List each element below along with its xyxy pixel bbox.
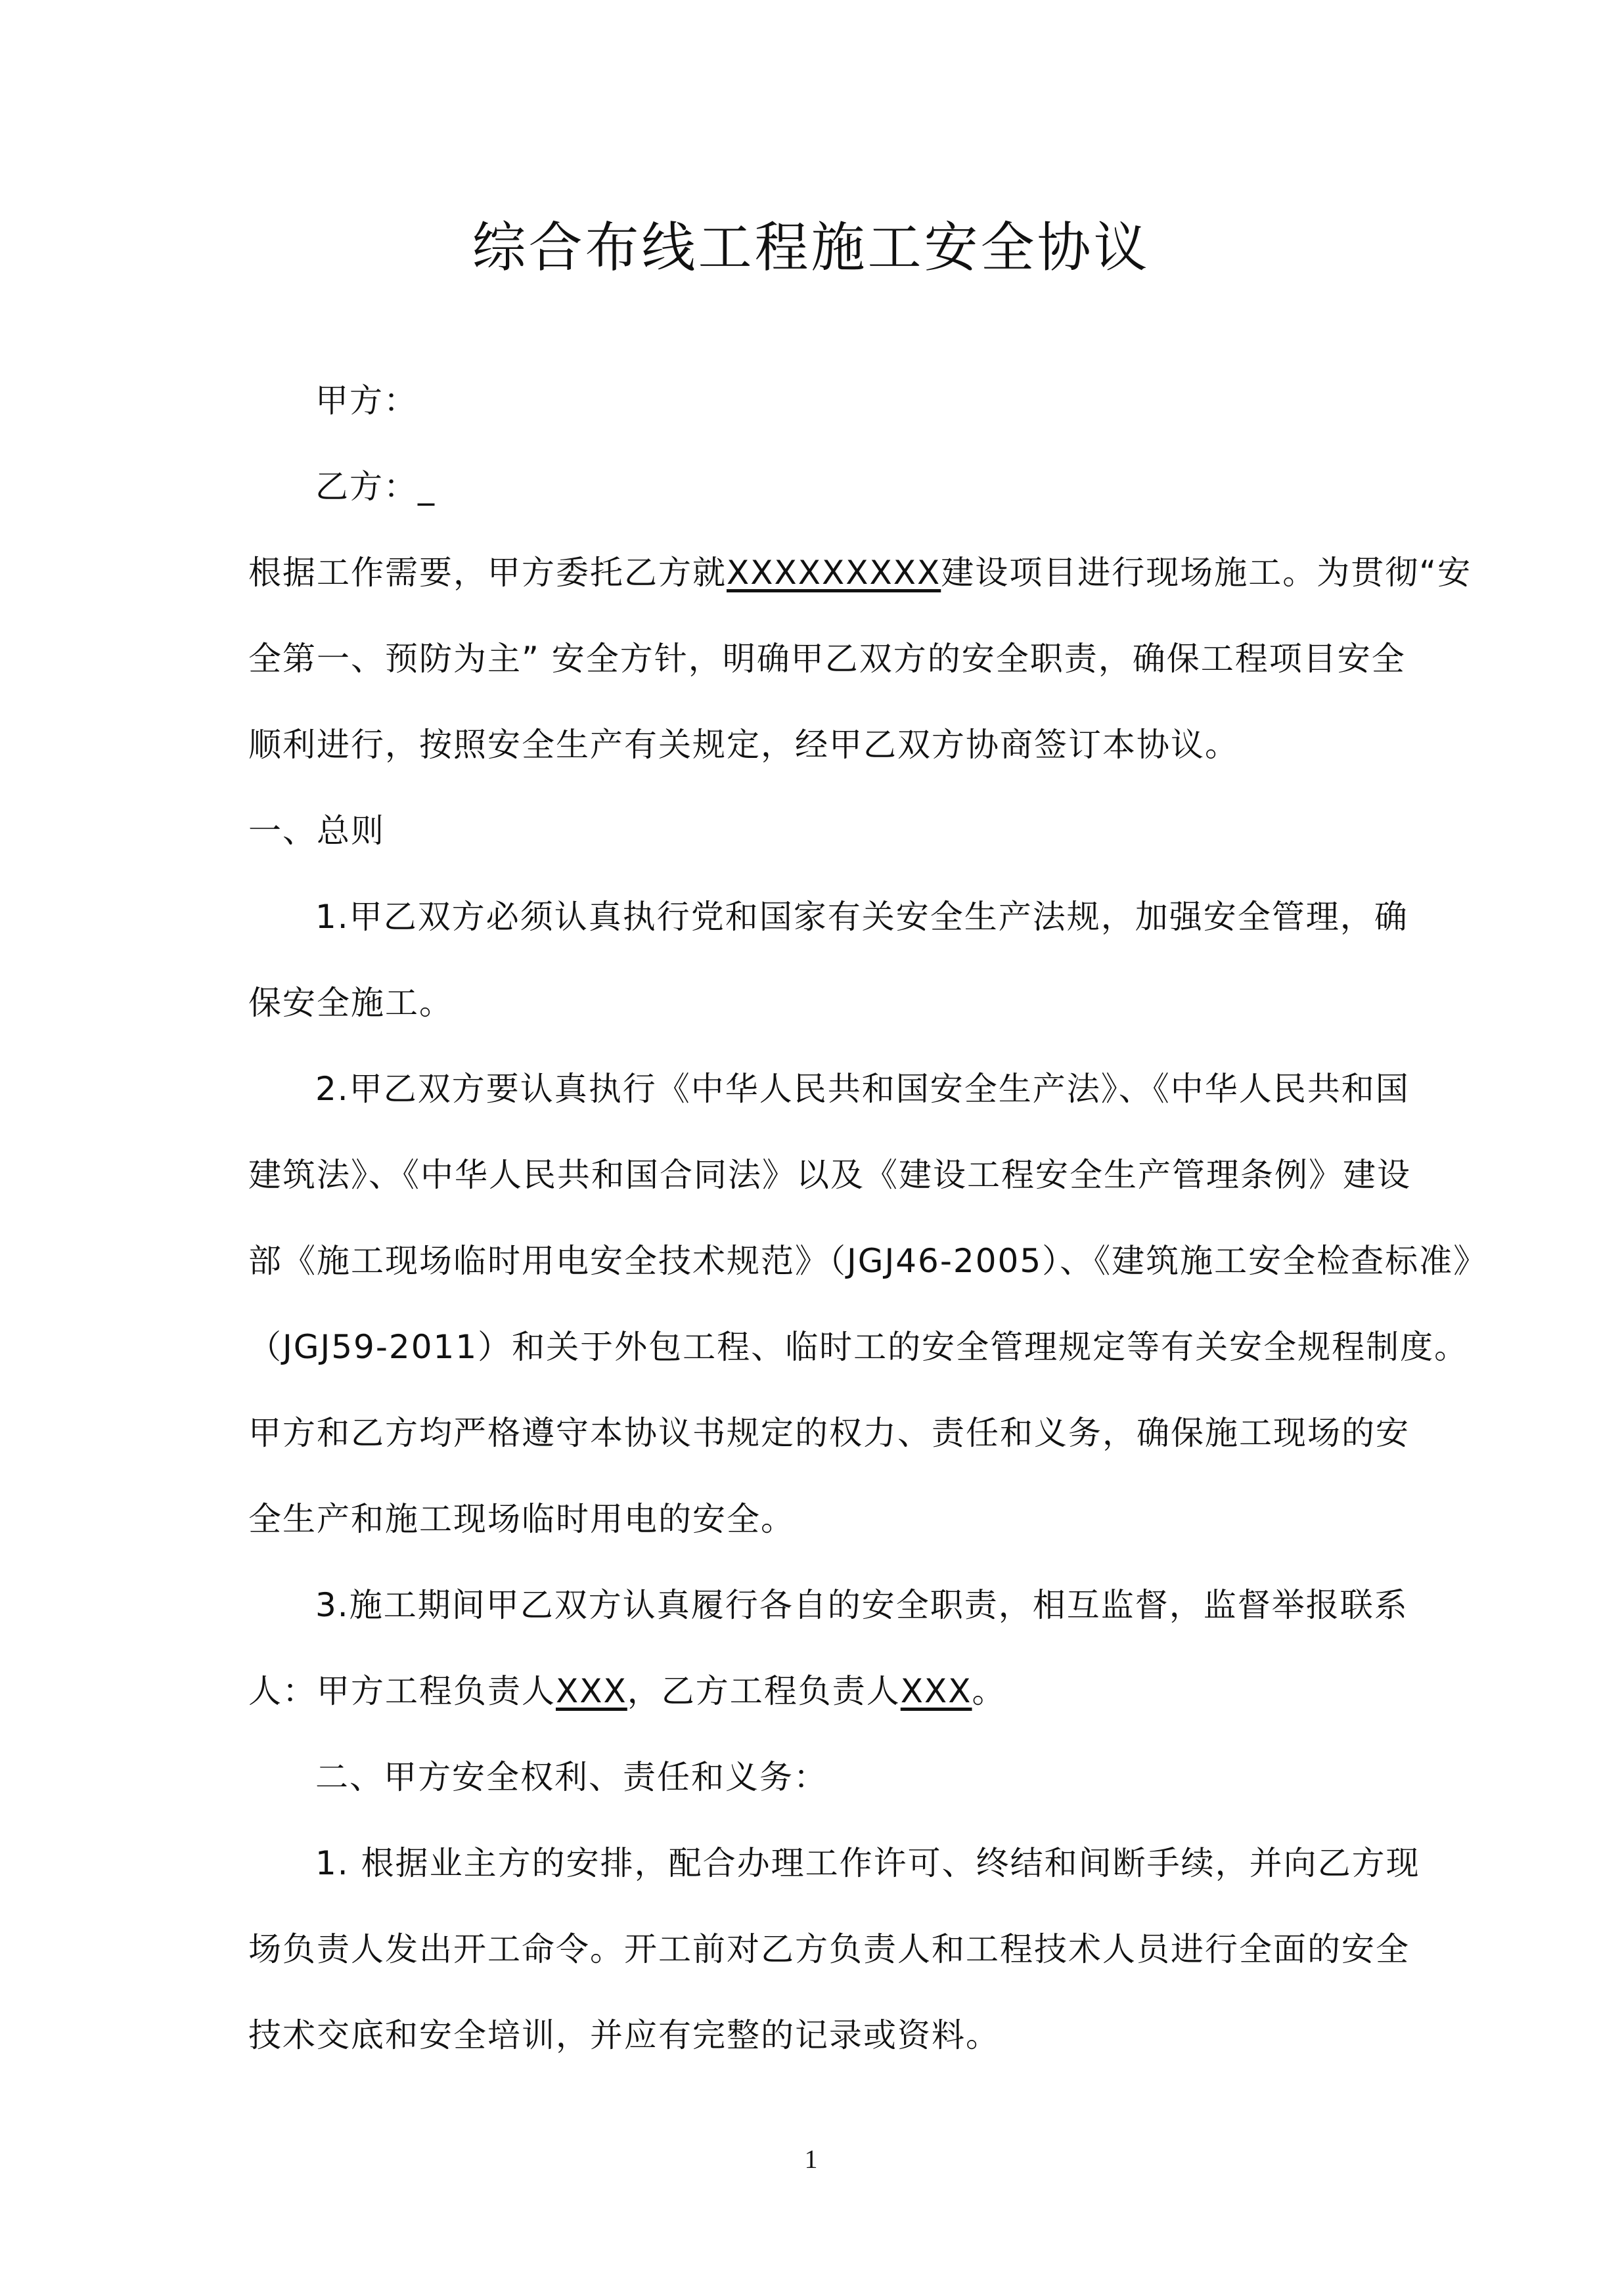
section-1-item-2-line-4: （JGJ59-2011）和关于外包工程、临时工的安全管理规定等有关安全规程制度。 xyxy=(248,1328,1469,1366)
contact-text: ，乙方工程负责人 xyxy=(627,1672,901,1710)
section-2-item-1-line-2: 场负责人发出开工命令。开工前对乙方负责人和工程技术人员进行全面的安全 xyxy=(248,1930,1410,1968)
document-title: 综合布线工程施工安全协议 xyxy=(472,217,1150,279)
section-1-item-1-line-1: 1.甲乙双方必须认真执行党和国家有关安全生产法规，加强安全管理，确 xyxy=(315,898,1408,936)
section-1-heading: 一、总则 xyxy=(248,812,385,850)
party-b-contact-name: XXX xyxy=(900,1672,972,1710)
section-1-item-3-line-2 xyxy=(248,1648,1378,1734)
section-2-item-1-line-1: 1. 根据业主方的安排，配合办理工作许可、终结和间断手续，并向乙方现 xyxy=(315,1844,1420,1882)
section-1-item-2-line-1: 2.甲乙双方要认真执行《中华人民共和国安全生产法》、《中华人民共和国 xyxy=(315,1070,1410,1108)
intro-line-3: 顺利进行，按照安全生产有关规定，经甲乙双方协商签订本协议。 xyxy=(248,726,1239,764)
project-name: XXXXXXXXX xyxy=(727,554,941,592)
section-1-item-2-line-2: 建筑法》、《中华人民共和国合同法》以及《建设工程安全生产管理条例》建设 xyxy=(248,1156,1411,1194)
intro-text: 建设项目进行现场施工。为贯彻“安 xyxy=(941,554,1472,592)
intro-line-1 xyxy=(248,530,1472,616)
party-a-label: 甲方： xyxy=(315,382,418,420)
party-b-label: 乙方：_ xyxy=(315,468,436,506)
section-1-item-2-line-5: 甲方和乙方均严格遵守本协议书规定的权力、责任和义务，确保施工现场的安 xyxy=(248,1414,1410,1452)
intro-line-2: 全第一、预防为主” 安全方针，明确甲乙双方的安全职责，确保工程项目安全 xyxy=(248,640,1406,678)
section-1-item-3-line-1: 3.施工期间甲乙双方认真履行各自的安全职责，相互监督，监督举报联系 xyxy=(315,1586,1408,1624)
party-a-contact-name: XXX xyxy=(556,1672,627,1710)
section-2-heading: 二、甲方安全权利、责任和义务： xyxy=(315,1758,828,1796)
section-1-item-2-line-6: 全生产和施工现场临时用电的安全。 xyxy=(248,1500,795,1538)
intro-text: 根据工作需要，甲方委托乙方就 xyxy=(248,554,727,592)
section-1-item-1-line-2: 保安全施工。 xyxy=(248,984,453,1022)
contact-text: 人：甲方工程负责人 xyxy=(248,1672,556,1710)
section-2-item-1-line-3: 技术交底和安全培训，并应有完整的记录或资料。 xyxy=(248,2016,1000,2054)
page-number: 1 xyxy=(804,2144,818,2174)
contact-text: 。 xyxy=(972,1672,1006,1710)
section-1-item-2-line-3: 部《施工现场临时用电安全技术规范》（JGJ46-2005）、《建筑施工安全检查标准》 xyxy=(248,1242,1488,1280)
